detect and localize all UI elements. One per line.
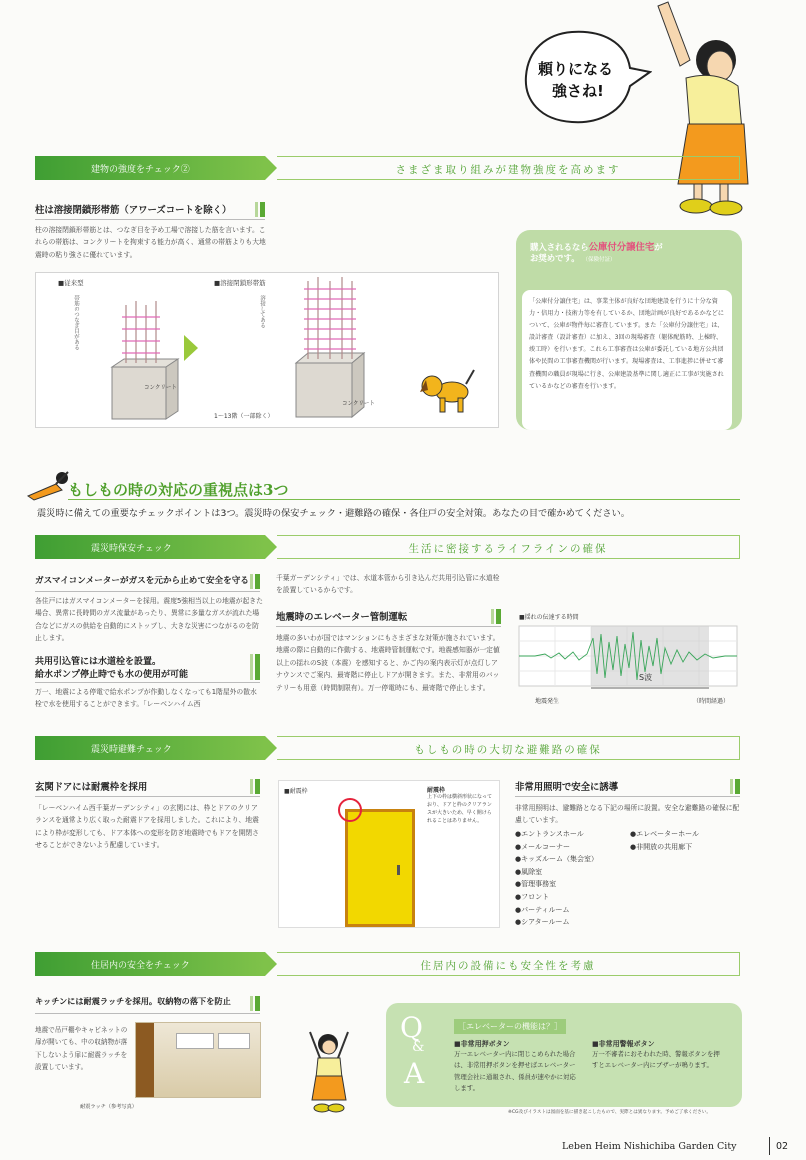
subheading-gas-meter: ガスマイコンメーターがガスを元から止めて安全を守る <box>35 572 260 592</box>
door-figure-panel <box>278 780 500 928</box>
latch-photo <box>135 1022 261 1098</box>
qa-col2-body: 万一不審者におそわれた時、警報ボタンを押すとエレベーター内にブザーが鳴ります。 <box>592 1050 720 1070</box>
subheading-welded-hoop: 柱は溶接閉鎖形帯筋（アワーズコートを除く） <box>35 200 265 220</box>
water-tap-body: 万一、地震による停電で給水ポンプが作動しなくなっても1階屋外の散水栓で水を使用することができます。「レーベンハイム西 <box>35 688 257 709</box>
conventional-column-diagram <box>76 287 186 423</box>
qa-col2-title: ■非常用警報ボタン <box>592 1040 655 1048</box>
qa-q: Q <box>400 1011 423 1044</box>
qa-col1-body: 万一エレベーター内に閉じこめられた場合は、非常用押ボタンを押せばエレベーター管理会社に通報され、係員が速やかに対応します。 <box>454 1050 576 1093</box>
quake-latch-body: 地震で吊戸棚やキャビネットの扉が開いても、中の収納物が落下しないよう扉に耐震ラッチを設置しています。 <box>35 1026 128 1072</box>
section-header-evacuation: 震災時避難チェック もしもの時の大切な避難路の確保 <box>35 736 740 760</box>
wave-label: S波 <box>639 673 653 682</box>
section-header-home-safety: 住居内の安全をチェック 住居内の設備にも安全性を考慮 <box>35 952 740 976</box>
section-header-safety: 震災時保安チェック 生活に密接するライフラインの確保 <box>35 535 740 559</box>
qa-question: ［エレベーターの機能は？］ <box>454 1019 566 1034</box>
subheading-door-frame: 玄関ドアには耐震枠を採用 <box>35 777 260 797</box>
door-frame-body: 「レーベンハイム西千葉ガーデンシティ」の玄関には、枠とドアのクリアランスを通常より広く取った耐震ドアを採用しました。これにより、地震により枠が変形しても、ドア本体への変形を防ぎ地震時でもドアを開閉させることができないよう配慮しています。 <box>35 804 259 850</box>
door-title: ■耐震枠 <box>284 788 308 795</box>
fig-right-note: 溶接してある <box>259 295 265 328</box>
elevator-quake-body: 地震の多いわが国ではマンションにもさまざまな対策が施されています。地震の際に自動的に作動する、地震時管制運転です。地震感知器が一定値以上の揺れのS波（本震）を感知すると、かご内の案内表示灯が点灯しアナウンスでご案内、最寄階に停止しドアが開きます。また、非常用のバッテリーも用意（時間制限有）。万一停電時にも、最寄階で停止します。 <box>276 634 500 692</box>
page-number: 02 <box>776 1141 789 1152</box>
footer-brand: Leben Heim Nishichiba Garden City <box>562 1141 737 1152</box>
wave-title: ■揺れの伝達する時間 <box>519 614 579 621</box>
qa-amp: & <box>412 1039 425 1055</box>
list-item: ●非開放の共用廊下 <box>630 842 693 851</box>
speech-line-2: 強さね! <box>552 82 604 100</box>
intro-text: 震災時に備えての重要なチェックポイントは3つ。震災時の保安チェック・避難路の確保・各住戸の安全対策。あなたの目で確かめてください。 <box>37 508 630 519</box>
list-item: ●フロント <box>515 892 550 901</box>
speech-bubble <box>520 28 652 128</box>
wave-start: 地震発生 <box>535 698 560 705</box>
main-heading-rule <box>68 499 740 500</box>
fig-left-title: ■従来型 <box>58 279 84 287</box>
section-header-strength <box>35 156 740 180</box>
list-item: ●管理事務室 <box>515 880 557 889</box>
subheading-water-tap: 共用引込管には水道栓を設置。 給水ポンプ停止時でも水の使用が可能 <box>35 652 260 683</box>
emergency-list-left <box>515 828 635 929</box>
water-tap-body-cont: 千葉ガーデンシティ」では、水道本管から引き込んだ共用引込管に水道栓を設置しているからです。 <box>276 574 500 595</box>
subheading-quake-latch: キッチンには耐震ラッチを採用。収納物の落下を防止 <box>35 994 260 1014</box>
door-handle <box>397 865 400 875</box>
door-note: 上下の枠は横斜形状になっており、ドアと枠のクリアランスが大きいため、早く開けられることはありません。 <box>427 794 493 824</box>
loan-box-title: 購入されるなら公庫付分譲住宅が お奨めです。 （保険付証） <box>530 242 663 263</box>
wave-end: （時間経過） <box>693 698 730 705</box>
door-frame <box>345 809 415 927</box>
welded-hoop-body: 柱の溶接閉鎖形帯筋とは、つなぎ目を予め工場で溶接した筋を言います。これらの帯筋は、コンクリートを拘束する能力が高く、通常の帯筋よりも大地震時の粘り強さに優れています。 <box>35 226 266 259</box>
list-item: ●エントランスホール <box>515 830 584 838</box>
disclaimer-note: ※CG及びイラストは図面を基に描き起こしたもので、実際とは異なります。予めご了承ください。 <box>508 1110 711 1115</box>
list-item: ●風除室 <box>515 867 543 876</box>
fig-left-concrete: コンクリート <box>144 385 177 391</box>
section-tagline: さまざま取り組みが建物強度を高めます <box>395 164 621 176</box>
loan-housing-box <box>516 230 742 430</box>
emergency-light-body: 非常用照明は、避難路となる下記の場所に設置。安全な避難路の確保に配慮しています。 <box>515 804 740 825</box>
section-tag: 建物の強度をチェック② <box>91 165 190 175</box>
list-item: ●メールコーナー <box>515 842 570 851</box>
list-item: ●エレベーターホール <box>630 830 699 838</box>
door-highlight-circle <box>338 798 362 822</box>
speech-line-1: 頼りになる <box>538 60 614 78</box>
footer-divider <box>769 1137 770 1155</box>
fig-right-caption: 1〜13階（一部除く） <box>214 413 274 420</box>
loan-box-body: 「公庫付分譲住宅」は、事業主体が良好な団地建設を行うに十分な資力・信用力・技術力等を有しているか、団地計画が良好であるかなどについて、公庫が物件毎に審査しています。また「公庫付分譲住宅」は、設計審査（設計審査）に加え、3回の現場審査（躯体配筋時、上棟時、竣工時）を行います。これら工事審査は公庫が委託している地方公共団体や民間の工事審査機関が行います。現場審査は、工事進捗に併せて審査機関の職員が現場に行き、公庫建設基準に関し適正に工事が実施されているかなどの審査を行います。 <box>522 290 732 430</box>
qa-a: A <box>404 1057 425 1090</box>
photo-caption: 耐震ラッチ（参考写真） <box>80 1104 137 1110</box>
woman-illustration <box>650 0 760 220</box>
subheading-elevator-quake: 地震時のエレベーター管制運転 <box>276 607 501 627</box>
fallen-person-illustration <box>26 470 70 502</box>
door-note-title: 耐震枠 <box>427 787 446 794</box>
girl-illustration <box>306 1030 352 1116</box>
list-item: ●キッズルーム（集会室） <box>515 855 598 864</box>
list-item: ●パーティルーム <box>515 905 570 914</box>
fig-right-concrete: コンクリート <box>342 401 375 407</box>
arrow-right-icon <box>184 335 198 361</box>
fig-left-note: 帯筋のつなぎ目がある <box>73 295 79 350</box>
gas-meter-body: 各住戸にはガスマイコンメーターを採用。震度5強相当以上の地震が起きた場合、異常に長時間のガス流量があったり、異常に多量なガスが流れた場合などにガスの供給を自動的にストップし、大きな災害につながるのを防止します。 <box>35 597 263 643</box>
subheading-emergency-light: 非常用照明で安全に誘導 <box>515 777 740 797</box>
fig-right-title: ■溶接閉鎖形帯筋 <box>214 279 266 287</box>
wave-chart <box>515 612 741 708</box>
emergency-list-right <box>630 828 742 853</box>
main-heading: もしもの時の対応の重視点は3つ <box>68 481 289 499</box>
qa-col1-title: ■非常用押ボタン <box>454 1040 510 1048</box>
dog-illustration <box>416 362 478 420</box>
list-item: ●シアタールーム <box>515 918 570 927</box>
qa-box <box>386 1003 742 1107</box>
